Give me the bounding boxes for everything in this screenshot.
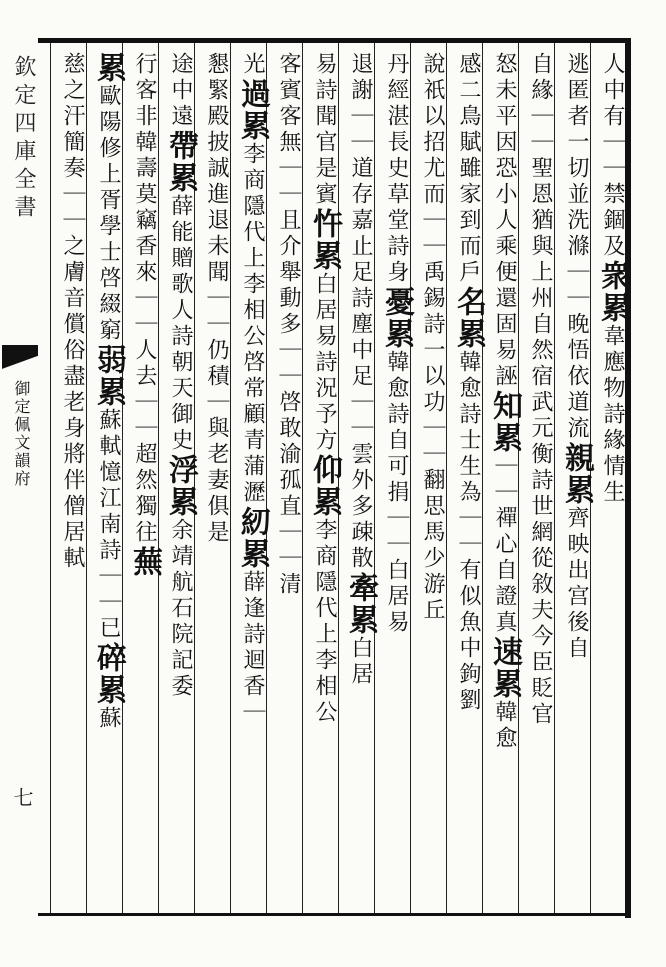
text-column	[124, 52, 164, 907]
column-text: 說祇以招尤而｜｜	[420, 52, 445, 260]
column-text: 李商隱代上李相公啓常顧青蒲瀝	[240, 142, 265, 506]
column-text: 詩塵中足｜｜雲外多疎散	[348, 286, 373, 572]
column-text: 慈之汗簡奏｜｜之膚音	[60, 52, 85, 312]
column-text: ｜｜有似魚中鉤劉	[456, 506, 481, 714]
column-text: 余靖航石院記委	[168, 518, 193, 700]
headword: 過累	[235, 78, 270, 142]
column-text: 軾	[60, 546, 85, 572]
text-column	[376, 52, 416, 907]
column-text: 蘇	[96, 706, 121, 732]
text-column	[160, 52, 200, 907]
column-text: 感二鳥賦雖家到而戶	[456, 52, 481, 286]
text-column	[52, 52, 92, 907]
column-text: 懇緊殿披誠進退未聞｜｜仍積	[204, 52, 229, 390]
book-title: 欽定四庫全書	[11, 55, 36, 223]
frame-top-border	[38, 38, 630, 43]
column-text: ｜｜禪心自證真	[492, 454, 517, 636]
headword: 浮累	[163, 454, 198, 518]
headword: 碎累	[91, 642, 126, 706]
text-column	[556, 52, 596, 907]
text-column	[304, 52, 344, 907]
headword: 衆累	[595, 260, 630, 324]
column-text: ｜與老妻俱是	[204, 390, 229, 546]
column-text: 白居易詩況予方	[312, 272, 337, 454]
column-rule	[50, 43, 51, 913]
column-text: 償俗盡老身將伴僧居	[60, 312, 85, 546]
headword: 忤累	[307, 208, 342, 272]
text-column	[196, 52, 236, 907]
column-text: 韓愈	[492, 700, 517, 752]
text-column	[520, 52, 560, 907]
column-text: 敘夫今臣貶官	[528, 572, 553, 728]
headword: 牽累	[343, 572, 378, 636]
column-text: ｜｜晚悟依道流	[564, 260, 589, 442]
column-text: 韋應物詩緣情生	[600, 324, 625, 506]
column-text: 怒未平因恐小人乘便還固易誣	[492, 52, 517, 390]
page-number: 七	[10, 787, 34, 807]
column-text: 歐陽修上胥學士啓綴窮	[96, 84, 121, 344]
column-text: 白居	[348, 636, 373, 688]
text-column	[232, 52, 272, 907]
text-column	[484, 52, 524, 907]
column-text: 退謝｜｜道存嘉止足	[348, 52, 373, 286]
column-text: 薛逢詩迴香｜	[240, 570, 265, 726]
column-text: 啓敢渝孤直｜｜清	[276, 390, 301, 598]
headword: 親累	[559, 442, 594, 506]
headword: 知累	[487, 390, 522, 454]
headword: 憂累	[379, 286, 414, 350]
column-text: 韓愈詩士生為	[456, 350, 481, 506]
column-text: 丹經湛長史草堂詩身	[384, 52, 409, 286]
page-margin	[2, 45, 36, 910]
column-text: 客賓客無｜｜	[276, 52, 301, 208]
column-text: 去｜｜超然獨往	[132, 364, 157, 546]
frame-bottom-border	[38, 913, 630, 916]
column-text: 光	[240, 52, 265, 78]
column-text: 武元衡詩世網從	[528, 390, 553, 572]
column-text: 李商隱代上李相公	[312, 518, 337, 726]
headword: 仰累	[307, 454, 342, 518]
column-text: 途中遠	[168, 52, 193, 130]
text-column	[592, 52, 632, 907]
column-text: 齊映出宫後自	[564, 506, 589, 662]
column-text: 非韓壽莫竊香來｜｜人	[132, 104, 157, 364]
text-column	[448, 52, 488, 907]
column-text: 逃匿者一切並洗滌	[564, 52, 589, 260]
text-column	[88, 52, 128, 907]
column-text: 韓愈詩自可捐｜｜	[384, 350, 409, 558]
book-subtitle: 御定佩文韻府	[12, 380, 31, 488]
column-text: 薛能贈歌人詩朝天御史	[168, 194, 193, 454]
text-column	[412, 52, 452, 907]
fishtail-mark	[2, 345, 38, 375]
headword: 名累	[451, 286, 486, 350]
headword: 累	[91, 52, 126, 84]
headword: 弱累	[91, 344, 126, 408]
column-text: 自緣｜｜聖恩猶與上州自然宿	[528, 52, 553, 390]
column-text: 禹錫詩一以功｜｜	[420, 260, 445, 468]
column-text: 蘇軾憶江南詩｜｜已	[96, 408, 121, 642]
column-text: 易詩聞官是賓	[312, 52, 337, 208]
column-text: 翻思馬少游丘	[420, 468, 445, 624]
headword: 紉累	[235, 506, 270, 570]
text-column	[268, 52, 308, 907]
column-text: 行客	[132, 52, 157, 104]
column-text: 人中有｜｜禁錮及	[600, 52, 625, 260]
column-text: 且介舉動多｜｜	[276, 208, 301, 390]
headword: 速累	[487, 636, 522, 700]
text-column	[340, 52, 380, 907]
headword: 帶累	[163, 130, 198, 194]
headword: 蕪	[127, 546, 162, 578]
column-text: 白居易	[384, 558, 409, 636]
